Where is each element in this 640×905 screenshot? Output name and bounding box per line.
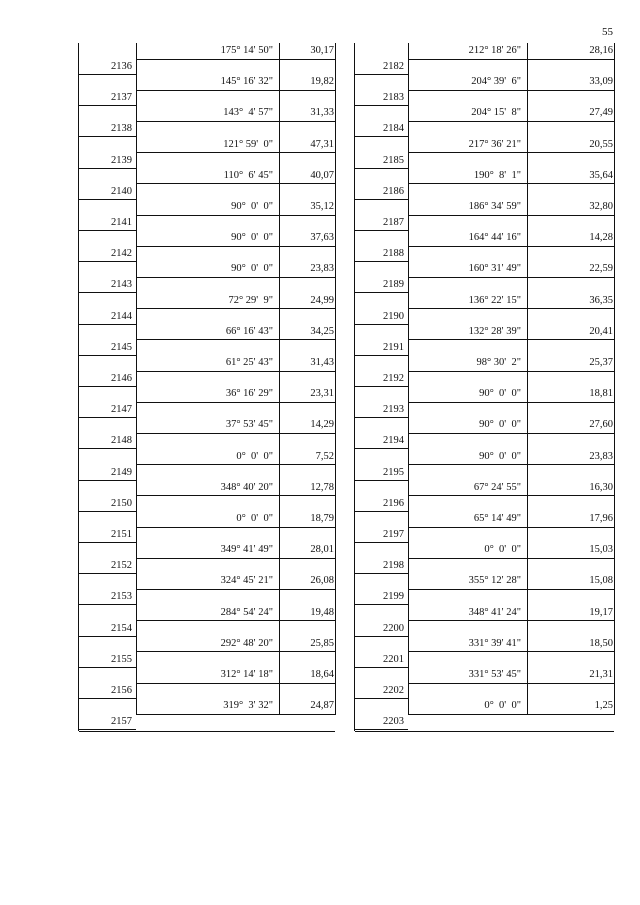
- station-rule: [355, 168, 408, 169]
- row-rule: [136, 59, 335, 60]
- row-rule: [408, 121, 614, 122]
- distance-cell: 14,29: [310, 419, 334, 431]
- station-cell: 2154: [111, 622, 132, 634]
- distance-cell: 18,50: [589, 637, 613, 649]
- angle-cell: 204° 15' 8": [471, 107, 521, 119]
- station-rule: [79, 573, 136, 574]
- angle-cell: 110° 6' 45": [223, 169, 273, 181]
- left-traverse-table: [78, 43, 334, 731]
- distance-cell: 35,12: [310, 201, 334, 212]
- angle-cell: 0° 0' 0": [236, 513, 273, 524]
- station-rule: [79, 480, 136, 481]
- angle-cell: 65° 14' 49": [473, 513, 521, 524]
- station-rule: [79, 636, 136, 637]
- row-rule: [408, 246, 614, 247]
- distance-cell: 47,31: [310, 138, 334, 150]
- station-cell: 2185: [383, 154, 404, 166]
- station-rule: [79, 511, 136, 512]
- row-rule: [136, 183, 335, 184]
- station-cell: 2157: [111, 716, 132, 728]
- angle-cell: 284° 54' 24": [220, 606, 273, 618]
- station-rule: [355, 230, 408, 231]
- distance-cell: 7,52: [315, 450, 334, 462]
- angle-cell: 36° 16' 29": [225, 388, 273, 400]
- distance-cell: 19,82: [310, 76, 334, 88]
- station-rule: [355, 355, 408, 356]
- station-cell: 2184: [383, 123, 404, 135]
- station-cell: 2139: [111, 154, 132, 166]
- station-cell: 2140: [111, 185, 132, 197]
- station-rule: [355, 729, 408, 730]
- row-rule: [136, 714, 335, 715]
- row-rule: [136, 121, 335, 122]
- angle-cell: 90° 0' 0": [479, 419, 521, 431]
- station-cell: 2194: [383, 435, 404, 447]
- station-rule: [355, 511, 408, 512]
- row-rule: [136, 433, 335, 434]
- station-cell: 2182: [383, 61, 404, 72]
- distance-cell: 17,96: [589, 513, 613, 524]
- station-cell: 2202: [383, 685, 404, 696]
- station-cell: 2138: [111, 123, 132, 135]
- row-rule: [136, 308, 335, 309]
- row-rule: [408, 183, 614, 184]
- row-rule: [408, 339, 614, 340]
- column-line: [527, 43, 528, 715]
- angle-cell: 90° 0' 0": [231, 263, 273, 275]
- station-cell: 2201: [383, 653, 404, 665]
- station-cell: 2152: [111, 560, 132, 572]
- station-cell: 2203: [383, 716, 404, 728]
- distance-cell: 20,41: [589, 325, 613, 337]
- distance-cell: 19,17: [589, 606, 613, 618]
- distance-cell: 31,43: [310, 357, 334, 368]
- distance-cell: 40,07: [310, 169, 334, 181]
- column-line: [279, 43, 280, 715]
- distance-cell: 15,08: [589, 575, 613, 587]
- distance-cell: 33,09: [589, 76, 613, 88]
- row-rule: [408, 277, 614, 278]
- angle-cell: 355° 12' 28": [468, 575, 521, 587]
- angle-cell: 324° 45' 21": [220, 575, 273, 587]
- angle-cell: 98° 30' 2": [476, 357, 521, 368]
- row-rule: [408, 683, 614, 684]
- station-rule: [355, 542, 408, 543]
- row-rule: [408, 651, 614, 652]
- angle-cell: 204° 39' 6": [471, 76, 521, 88]
- row-rule: [408, 215, 614, 216]
- row-rule: [136, 589, 335, 590]
- column-line: [408, 43, 409, 715]
- angle-cell: 331° 39' 41": [468, 637, 521, 649]
- angle-cell: 132° 28' 39": [468, 325, 521, 337]
- column-line: [614, 43, 615, 715]
- station-rule: [79, 136, 136, 137]
- distance-cell: 16,30: [589, 481, 613, 493]
- station-cell: 2195: [383, 466, 404, 478]
- station-rule: [355, 261, 408, 262]
- station-rule: [355, 386, 408, 387]
- angle-cell: 217° 36' 21": [468, 138, 521, 150]
- station-rule: [355, 292, 408, 293]
- distance-cell: 24,99: [310, 294, 334, 306]
- station-rule: [79, 168, 136, 169]
- station-cell: 2142: [111, 248, 132, 260]
- station-rule: [79, 604, 136, 605]
- angle-cell: 37° 53' 45": [225, 419, 273, 431]
- angle-cell: 72° 29' 9": [228, 294, 273, 306]
- distance-cell: 32,80: [589, 201, 613, 212]
- station-rule: [79, 386, 136, 387]
- angle-cell: 175° 14' 50": [220, 45, 273, 56]
- angle-cell: 121° 59' 0": [223, 138, 273, 150]
- station-cell: 2153: [111, 591, 132, 603]
- station-cell: 2156: [111, 685, 132, 696]
- angle-cell: 0° 0' 0": [484, 544, 521, 556]
- station-rule: [355, 324, 408, 325]
- row-rule: [136, 651, 335, 652]
- angle-cell: 90° 0' 0": [231, 201, 273, 212]
- row-rule: [408, 620, 614, 621]
- station-rule: [355, 604, 408, 605]
- row-rule: [136, 152, 335, 153]
- distance-cell: 23,83: [310, 263, 334, 275]
- angle-cell: 190° 8' 1": [473, 169, 521, 181]
- row-rule: [136, 402, 335, 403]
- angle-cell: 90° 0' 0": [479, 388, 521, 400]
- distance-cell: 25,85: [310, 637, 334, 649]
- row-rule: [136, 527, 335, 528]
- angle-cell: 67° 24' 55": [473, 481, 521, 493]
- row-rule: [408, 558, 614, 559]
- station-cell: 2146: [111, 373, 132, 384]
- row-rule: [136, 495, 335, 496]
- station-rule: [355, 636, 408, 637]
- page-number: 55: [602, 26, 613, 38]
- distance-cell: 20,55: [589, 138, 613, 150]
- station-cell: 2144: [111, 310, 132, 322]
- station-cell: 2192: [383, 373, 404, 384]
- angle-cell: 0° 0' 0": [484, 700, 521, 712]
- distance-cell: 21,31: [589, 669, 613, 680]
- angle-cell: 186° 34' 59": [468, 201, 521, 212]
- station-cell: 2149: [111, 466, 132, 478]
- distance-cell: 34,25: [310, 325, 334, 337]
- distance-cell: 1,25: [594, 700, 613, 712]
- station-rule: [79, 417, 136, 418]
- station-rule: [79, 261, 136, 262]
- station-cell: 2183: [383, 92, 404, 104]
- station-cell: 2150: [111, 497, 132, 509]
- distance-cell: 18,79: [310, 513, 334, 524]
- station-rule: [355, 105, 408, 106]
- station-cell: 2196: [383, 497, 404, 509]
- bottom-rule: [79, 731, 335, 732]
- angle-cell: 90° 0' 0": [231, 232, 273, 244]
- station-cell: 2187: [383, 217, 404, 228]
- distance-cell: 36,35: [589, 294, 613, 306]
- station-rule: [355, 74, 408, 75]
- angle-cell: 348° 41' 24": [468, 606, 521, 618]
- distance-cell: 12,78: [310, 481, 334, 493]
- station-rule: [79, 729, 136, 730]
- angle-cell: 319° 3' 32": [223, 700, 273, 712]
- station-cell: 2147: [111, 404, 132, 416]
- column-line: [136, 43, 137, 715]
- station-cell: 2136: [111, 61, 132, 72]
- station-cell: 2145: [111, 341, 132, 353]
- angle-cell: 61° 25' 43": [225, 357, 273, 368]
- right-traverse-table: [354, 43, 613, 731]
- row-rule: [408, 308, 614, 309]
- station-rule: [355, 573, 408, 574]
- station-rule: [79, 698, 136, 699]
- station-rule: [79, 324, 136, 325]
- station-rule: [355, 136, 408, 137]
- row-rule: [408, 495, 614, 496]
- station-rule: [355, 448, 408, 449]
- angle-cell: 145° 16' 32": [220, 76, 273, 88]
- distance-cell: 19,48: [310, 606, 334, 618]
- row-rule: [136, 90, 335, 91]
- row-rule: [136, 371, 335, 372]
- station-rule: [79, 542, 136, 543]
- distance-cell: 14,28: [589, 232, 613, 244]
- station-cell: 2148: [111, 435, 132, 447]
- station-rule: [355, 698, 408, 699]
- distance-cell: 22,59: [589, 263, 613, 275]
- row-rule: [136, 683, 335, 684]
- distance-cell: 18,64: [310, 669, 334, 680]
- row-rule: [408, 527, 614, 528]
- station-cell: 2188: [383, 248, 404, 260]
- station-cell: 2151: [111, 529, 132, 540]
- angle-cell: 292° 48' 20": [220, 637, 273, 649]
- station-rule: [79, 199, 136, 200]
- station-cell: 2137: [111, 92, 132, 104]
- station-cell: 2198: [383, 560, 404, 572]
- row-rule: [136, 464, 335, 465]
- row-rule: [408, 59, 614, 60]
- station-rule: [355, 667, 408, 668]
- station-rule: [355, 199, 408, 200]
- station-cell: 2191: [383, 341, 404, 353]
- distance-cell: 30,17: [310, 45, 334, 56]
- station-cell: 2190: [383, 310, 404, 322]
- distance-cell: 31,33: [310, 107, 334, 119]
- distance-cell: 24,87: [310, 700, 334, 712]
- station-rule: [79, 355, 136, 356]
- station-rule: [79, 448, 136, 449]
- distance-cell: 37,63: [310, 232, 334, 244]
- row-rule: [408, 371, 614, 372]
- bottom-rule: [355, 731, 614, 732]
- angle-cell: 164° 44' 16": [468, 232, 521, 244]
- distance-cell: 25,37: [589, 357, 613, 368]
- distance-cell: 27,60: [589, 419, 613, 431]
- station-rule: [355, 480, 408, 481]
- station-cell: 2143: [111, 279, 132, 291]
- station-cell: 2141: [111, 217, 132, 228]
- column-line: [335, 43, 336, 715]
- row-rule: [408, 589, 614, 590]
- row-rule: [136, 339, 335, 340]
- angle-cell: 212° 18' 26": [468, 45, 521, 56]
- station-rule: [79, 667, 136, 668]
- station-cell: 2189: [383, 279, 404, 291]
- angle-cell: 160° 31' 49": [468, 263, 521, 275]
- distance-cell: 15,03: [589, 544, 613, 556]
- row-rule: [408, 433, 614, 434]
- distance-cell: 27,49: [589, 107, 613, 119]
- distance-cell: 23,31: [310, 388, 334, 400]
- angle-cell: 312° 14' 18": [220, 669, 273, 680]
- row-rule: [136, 215, 335, 216]
- row-rule: [136, 277, 335, 278]
- row-rule: [408, 152, 614, 153]
- angle-cell: 0° 0' 0": [236, 450, 273, 462]
- station-cell: 2193: [383, 404, 404, 416]
- row-rule: [408, 464, 614, 465]
- station-cell: 2186: [383, 185, 404, 197]
- station-rule: [79, 292, 136, 293]
- angle-cell: 331° 53' 45": [468, 669, 521, 680]
- angle-cell: 143° 4' 57": [223, 107, 273, 119]
- station-cell: 2200: [383, 622, 404, 634]
- row-rule: [136, 558, 335, 559]
- station-rule: [355, 417, 408, 418]
- angle-cell: 90° 0' 0": [479, 450, 521, 462]
- distance-cell: 26,08: [310, 575, 334, 587]
- station-rule: [79, 230, 136, 231]
- row-rule: [408, 714, 614, 715]
- row-rule: [408, 90, 614, 91]
- station-cell: 2197: [383, 529, 404, 540]
- station-rule: [79, 105, 136, 106]
- distance-cell: 35,64: [589, 169, 613, 181]
- distance-cell: 28,16: [589, 45, 613, 56]
- station-cell: 2199: [383, 591, 404, 603]
- row-rule: [408, 402, 614, 403]
- distance-cell: 28,01: [310, 544, 334, 556]
- angle-cell: 348° 40' 20": [220, 481, 273, 493]
- station-cell: 2155: [111, 653, 132, 665]
- distance-cell: 23,83: [589, 450, 613, 462]
- distance-cell: 18,81: [589, 388, 613, 400]
- angle-cell: 349° 41' 49": [220, 544, 273, 556]
- angle-cell: 66° 16' 43": [225, 325, 273, 337]
- row-rule: [136, 246, 335, 247]
- row-rule: [136, 620, 335, 621]
- station-rule: [79, 74, 136, 75]
- angle-cell: 136° 22' 15": [468, 294, 521, 306]
